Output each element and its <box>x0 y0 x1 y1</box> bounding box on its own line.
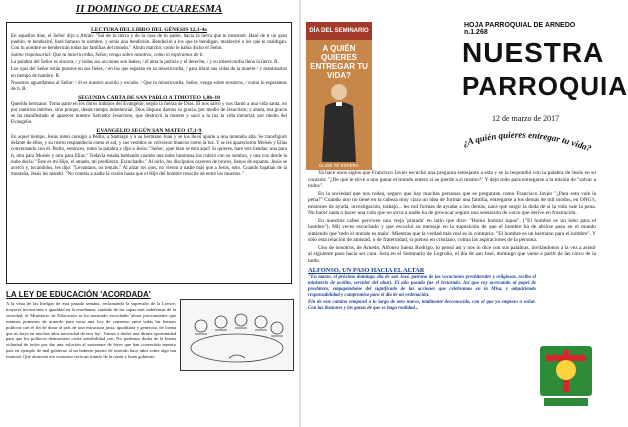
reading1-text: En aquellos días, el Señor dijo a Abrán: "Sal de tu tierra y de la casa de tu padre, hacia la tierra que te mostraré. Haré de ti un gran pueblo, te bendeciré, haré famoso tu nombre, y serás una bendición. Bendeciré a los que te bendigan, maldeciré a los que te maldigan. Con tu nombre se bendecirán todas las familias del mundo." Abrán marchó, como le había dicho el Señor. <box>11 34 287 52</box>
article-p4: Uno de nosotros, de Arnedo, Alfonso Sáenz Rodrigo, lo pensó así y nos lo dice con sus palabras, invitándonos a la vez a asistir al siguiente paso hacia ser cura. Será en el Seminario de Logroño, el día de san José, domingo que viene a partir de las cinco de la tarde. <box>308 244 596 264</box>
psalm-line-3: Nosotros aguardamos al Señor: / él es nuestro auxilio y escudo. / Que tu misericordia, Señor, venga sobre nosotros, / como lo esperamos de ti. R. <box>11 80 287 92</box>
article-p2: En la sociedad que nos rodea, seguro que hay muchas personas que se preguntan como Francisco Javier "¿Para esto vale la pena?" Cuando uno no tiene en la cabeza muy clara un idea de formar una familia, entregarse a los demás de mil modos, en ONG's, misiones de ayuda, investigación, trabajo... les mil formas de ayudar a los demás, nace que surgir la duda de si la vida vale la pena. No hacer nada o hacer una vida que no sirva a nadie ha de provocar seguro una sensación de vacío que derive en frustración. <box>308 190 596 216</box>
arc-question-path: ¿A quién quieres entregar tu vida? <box>461 129 593 154</box>
psalm-line-1: La palabra del Señor es sincera, / y todas sus acciones son leales; / él ama la justicia y el derecho, / y su misericordia llena la tierra. R. <box>11 60 279 66</box>
readings-box <box>6 22 292 284</box>
poster-brand: DÍA DEL SEMINARIO <box>306 22 372 40</box>
psalm-line-2: Los ojos del Señor están puestos en sus fieles, / en los que esperan en su misericordia, / para librar sus vidas de la muerte / y reanimarlos en tiempo de hambre. R. <box>11 67 287 79</box>
main-article <box>308 170 596 313</box>
ley-title: LA LEY DE EDUCACIÓN 'ACORDADA' <box>6 290 151 299</box>
issue-date: 12 de marzo de 2017 <box>492 114 560 123</box>
masthead-nuestra: NUESTRA <box>462 37 605 68</box>
masthead-parroquia: PARROQUIA <box>462 71 628 101</box>
poster-question: A QUIÉN QUIERES ENTREGAR TU VIDA? <box>310 44 368 80</box>
poster-footer: ELIGE TE ESPERA <box>319 163 359 168</box>
left-page <box>0 0 298 427</box>
page-divider <box>299 0 301 427</box>
article-p1: Ya hace unos siglos que Francisco Javier escuchó una pregunta semejante a esta y se la respondió con la palabra de Jesús en su corazón: "¿De qué le sirve a uno ganar el mundo entero si se pierde a sí mismo?" Y dejó todo para entregarse a la misión de "salvar a todos". <box>308 170 596 189</box>
cartoon-illustration <box>180 299 294 371</box>
priest-figure-icon <box>320 82 358 162</box>
right-page <box>302 0 628 427</box>
reading2-text: Querido hermano: Toma parte en los duros trabajos del Evangelio, según la fuerza de Dios. Él nos salvó y nos llamó a una vida santa, no por nuestros méritos, sino porque, desde tiempo inmemorial, Dios dispuso darnos su gracia, por medio de Jesucristo; y ahora, esa gracia se ha manifestado al aparecer nuestro Salvador Jesucristo, que destruyó la muerte y sacó a la luz la vida inmortal, por medio del Evangelio. <box>11 101 287 126</box>
diocese-logo-icon <box>536 340 596 410</box>
arc-question-text <box>462 130 593 154</box>
alfonso-p1: "En marzo, el próximo domingo, día de san José, patrono de las vocaciones presbiterales y religiosas, recibo el ministerio de acólito, servidor del altar). El año pasado fue el lectorado. Así que voy acercando al papel de presbítero, empapándome del significado de las acciones que celebramos en la Misa, y adquiriendo responsabilidad y compromiso para el día de mi ordenación. <box>308 275 536 298</box>
gospel-heading: EVANGELIO SEGÚN SAN MATEO 17,1-9 <box>96 128 202 135</box>
reading1-heading: LECTURA DEL LIBRO DEL GÉNESIS 12,1-4a <box>91 27 207 33</box>
psalm-line-0: Salmo responsorial: Que tu misericordia, Señor, venga sobre nosotros, como lo esperamos de ti. <box>11 53 204 59</box>
alfonso-p2: Fin de este camino temporal a lo largo de otro nuevo, totalmente desconocido, con el que ya empiezo a soñar. Con las ilusiones y las ganas de que se haga realidad... <box>308 300 536 311</box>
arc-question <box>460 124 600 158</box>
header-hoja: HOJA PARROQUIAL DE ARNEDO n.1.268 <box>464 22 576 36</box>
page-title-cuaresma: II DOMINGO DE CUARESMA <box>75 3 223 15</box>
ley-body <box>6 301 176 361</box>
ley-text: A la vista de las huelgas de esta pasada semana, reclamando la supresión de la Lomce, mayores inversiones e igualdad en la enseñanza, cuidado de las capas más indefensas de la sociedad, el Ministerio de Educación se ha mostrado escuchado 'ahora precisamente que estamos ponernos de acuerdo para sacar una Ley de consenso entre todas las fuerzas políticas con el fin de dotar al país de una estructura justa, igualitaria y generosa, de forma que no haya en muchos años necesidad de otra ley'. Vamos a darles una última oportunidad para que los políticos demuestren cierta sensibilidad con. No podemos dudar de la buena voluntad de todos por dar una solución al sustentare de leyes que han convertido nuestro país en ejemplo de mal gobierno al no haberse puesto de acuerdo hace años sobre algo tan esencial. Que alcancen ese consenso sería un triunfo de la razón y buen gobierno. <box>6 301 176 360</box>
alfonso-section <box>308 267 536 312</box>
reading2-heading: SEGUNDA CARTA DE SAN PABLO A TIMOTEO 1,8b-10 <box>78 94 220 101</box>
gospel-text: En aquel tiempo, Jesús tomó consigo a Pedro, a Santiago y a su hermano Juan y se los llevó aparte a una montaña alta. Se transfiguró delante de ellos, y su rostro resplandecía como el sol, y sus vestidos se volvieron blancos como la luz. Y se les aparecieron Moisés y Elías conversando con él. Pedro, entonces, tomó la palabra y dijo a Jesús: "Señor, ¡qué bien se está aquí! Si quieres, haré tres tiendas: una para ti, otra para Moisés y otra para Elías." Todavía estaba hablando cuando una nube luminosa los cubrió con su sombra, y una voz desde la nube decía: "Éste es mi Hijo, el amado, mi predilecto. Escuchadlo." Al oírlo, los discípulos cayeron de bruces, llenos de espanto. Jesús se acercó y, tocándolos, les dijo: "Levantaos, no temáis." Al alzar los ojos, no vieron a nadie más que a Jesús, solo. Cuando bajaban de la montaña, Jesús les mandó: "No contéis a nadie la visión hasta que el Hijo del hombre resucite de entre los muertos." <box>11 135 287 177</box>
seminario-poster <box>306 22 372 170</box>
alfonso-heading: ALFONSO, UN PASO HACIA EL ALTAR <box>308 267 425 274</box>
article-p3: En nuestros calles perviven una vieja 'pintada' en latín que dice: "Homo homini lupus", ("El hombre es un lobo para el hombre"). Mil veces escuchado y que escuchó su mensaje en la suposición de que el hombre ha de abrirse paso en el mundo sintiendo que 'todo el mundo es malo'. Mientras que la verdad más real es lo contrario: "El hombre es un hermano para el hombre". Y sólo esta relación de amistad, o de fraternidad, si pienso en cristiano, colma las aspiraciones de la persona. <box>308 217 596 243</box>
cartoon-drawing-icon <box>181 300 293 370</box>
